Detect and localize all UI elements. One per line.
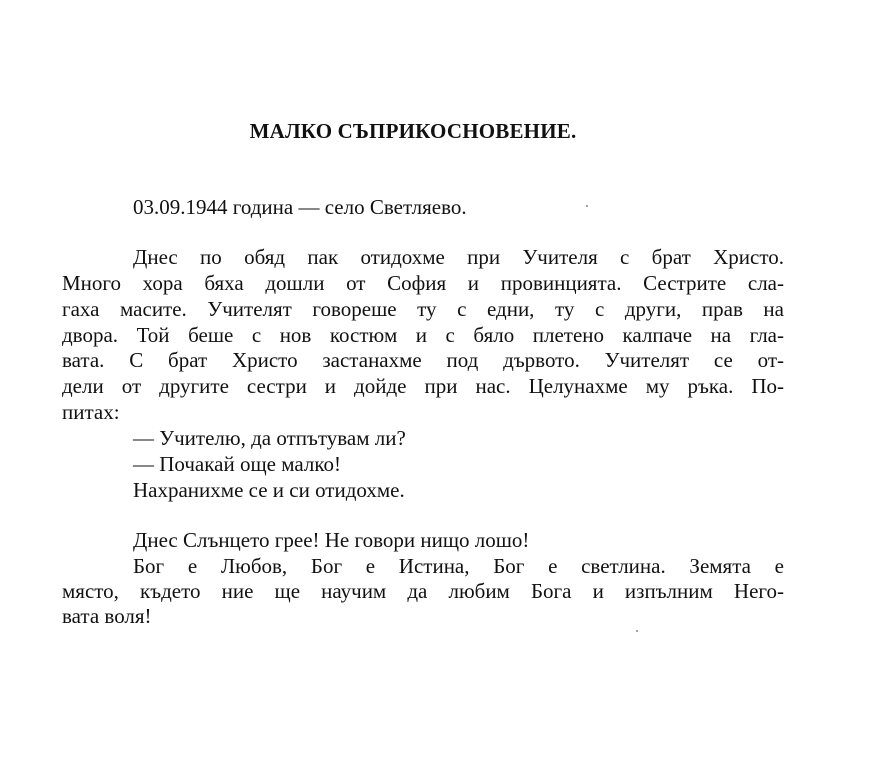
scan-speck xyxy=(586,205,588,207)
paragraph-line: дели от другите сестри и дойде при нас. Целунахме му ръка. По- xyxy=(62,374,784,398)
paragraph-line: Днес по обяд пак отидохме при Учителя с брат Христо. xyxy=(133,245,784,269)
dialogue-line: — Почакай още малко! xyxy=(133,452,341,476)
dateline: 03.09.1944 година — село Светляево. xyxy=(133,195,467,219)
paragraph-line: място, където ние ще научим да любим Бога и изпълним Него- xyxy=(62,579,784,603)
closing-line: Нахранихме се и си отидохме. xyxy=(133,478,405,502)
paragraph-line: Бог е Любов, Бог е Истина, Бог е светлина. Земята е xyxy=(133,554,784,578)
paragraph-line: двора. Той беше с нов костюм и с бяло плетено калпаче на гла- xyxy=(62,323,784,347)
paragraph-line: вата. С брат Христо застанахме под дървото. Учителят се от- xyxy=(62,348,784,372)
paragraph-line: Днес Слънцето грее! Не говори нищо лошо! xyxy=(133,528,530,552)
document-title: МАЛКО СЪПРИКОСНОВЕНИЕ. xyxy=(249,119,577,143)
paragraph-line: питах: xyxy=(62,400,120,424)
paragraph-line: Много хора бяха дошли от София и провинцията. Сестрите сла- xyxy=(62,271,784,295)
paragraph-line: гаха масите. Учителят говореше ту с едни, ту с други, прав на xyxy=(62,297,784,321)
scan-speck xyxy=(636,630,638,632)
paragraph-line: вата воля! xyxy=(62,604,152,628)
dialogue-line: — Учителю, да отпътувам ли? xyxy=(133,426,406,450)
